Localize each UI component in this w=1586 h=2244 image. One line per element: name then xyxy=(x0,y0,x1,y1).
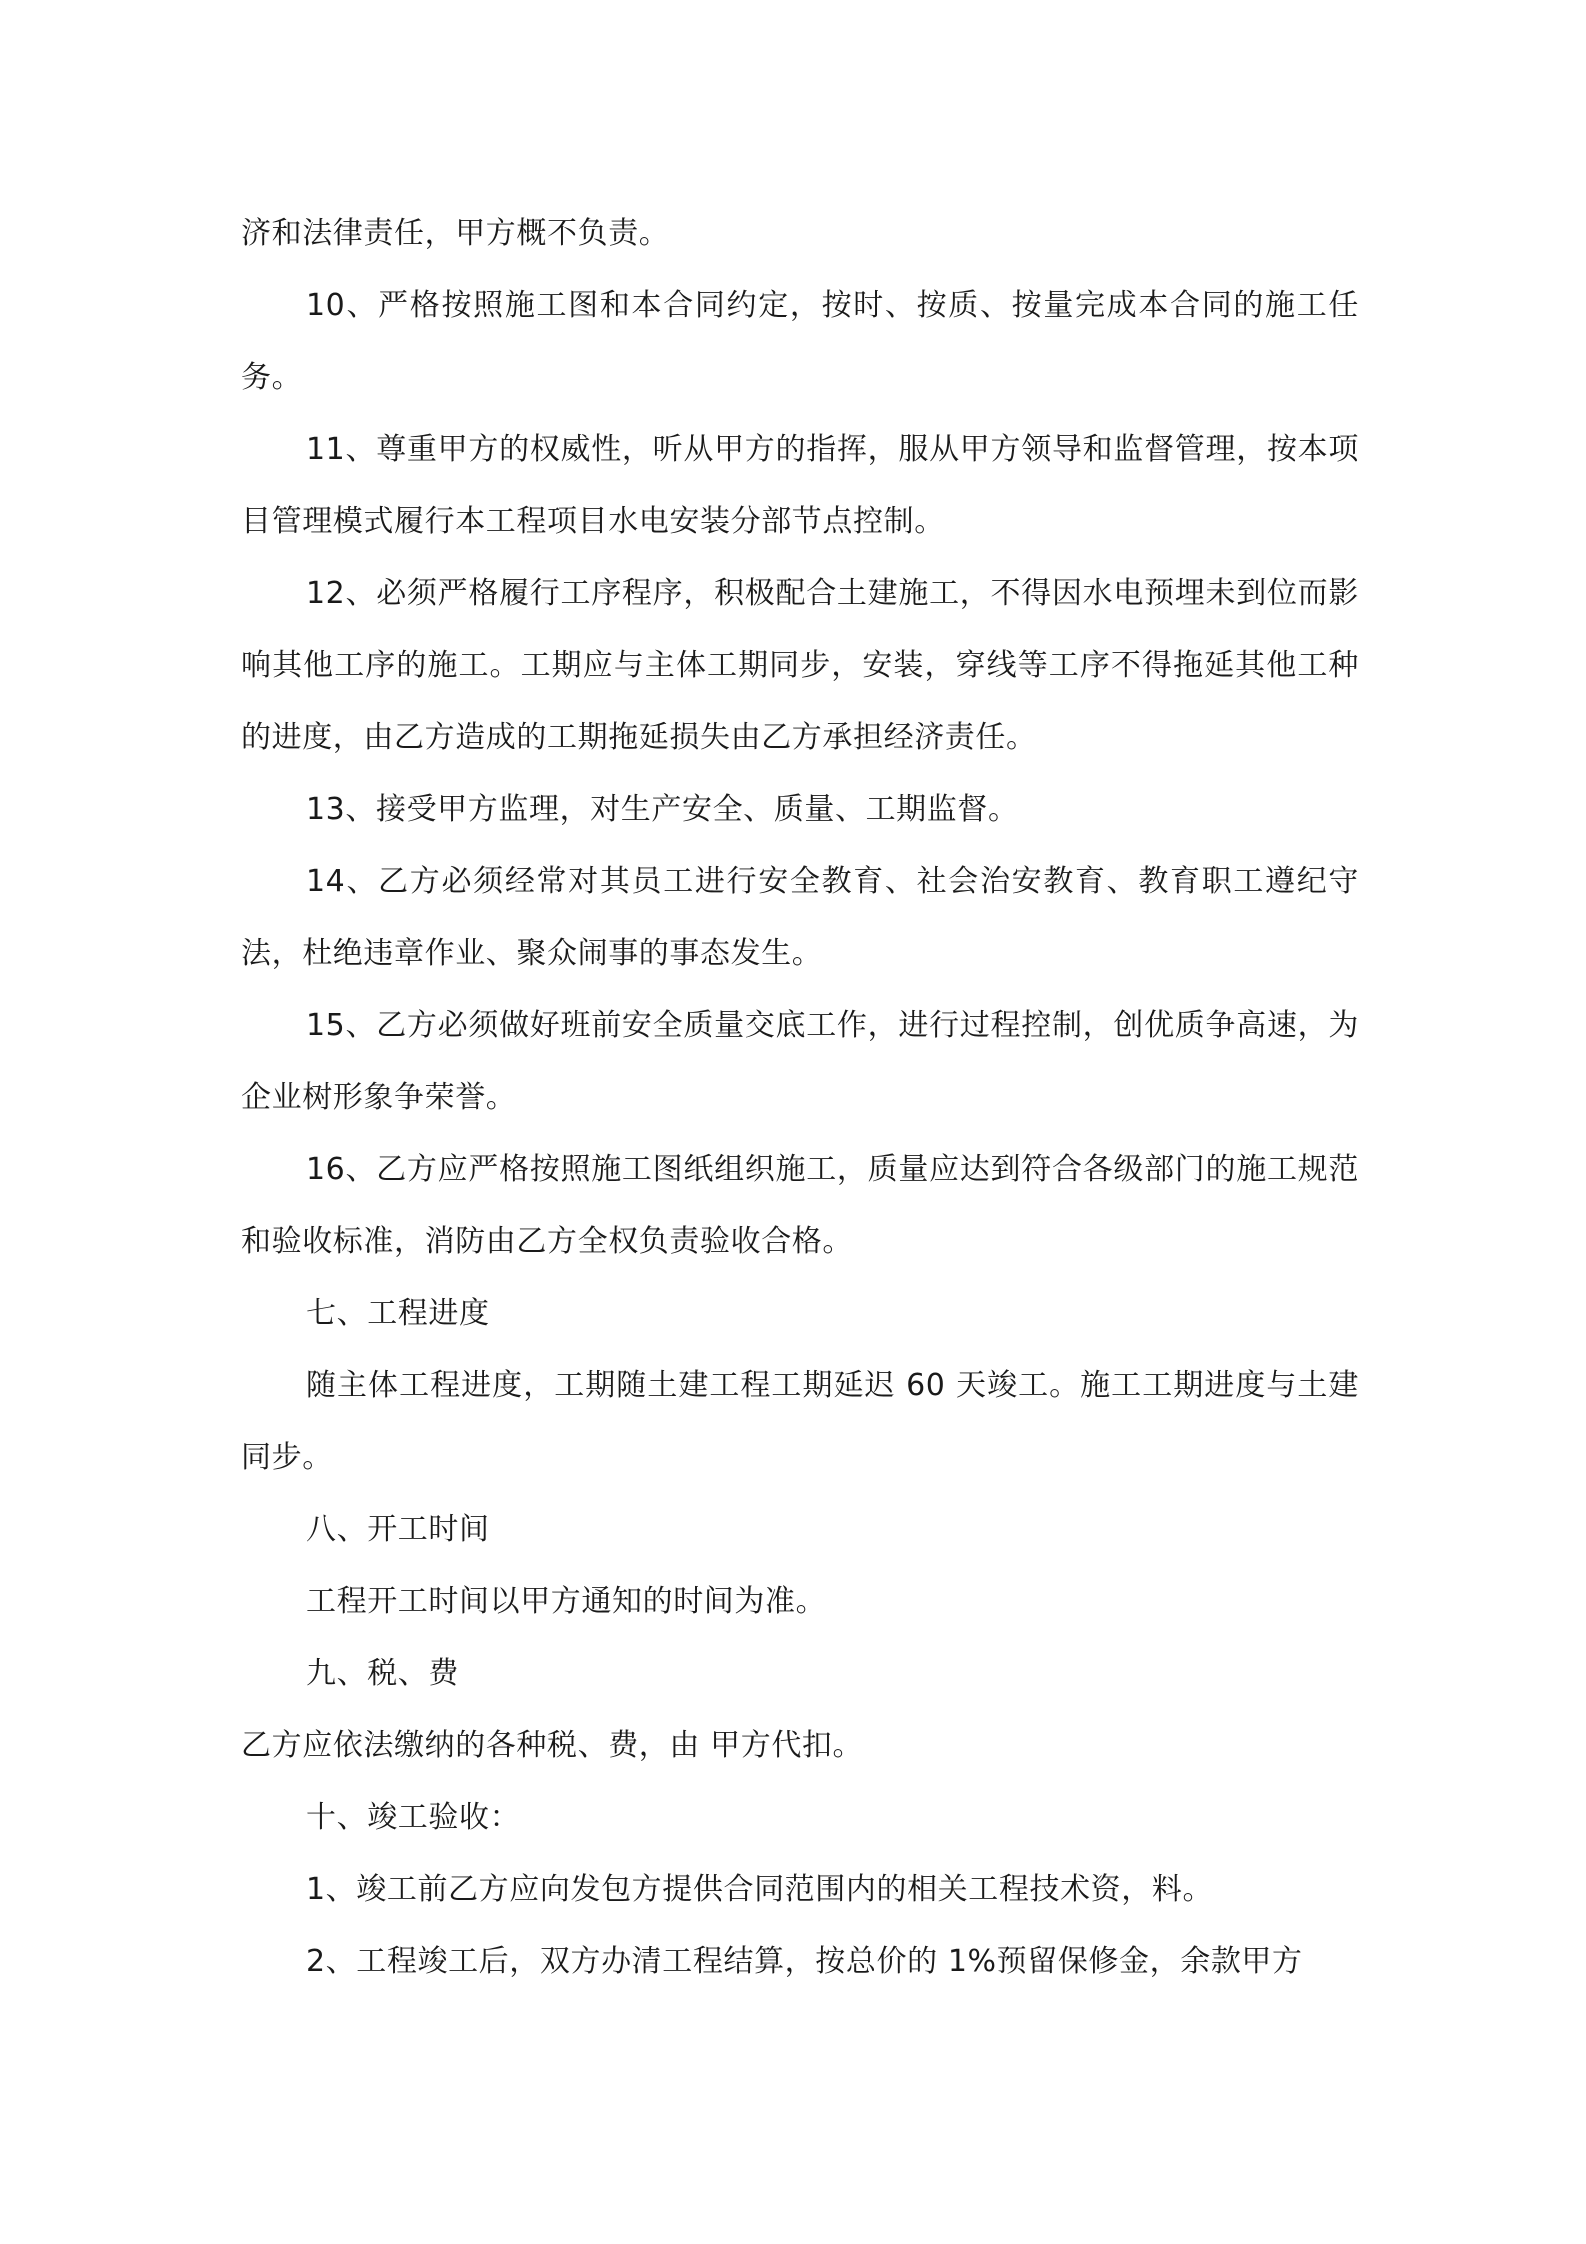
paragraph-start-time: 工程开工时间以甲方通知的时间为准。 xyxy=(306,1584,827,1619)
paragraph-liability-end: 济和法律责任，甲方概不负责。 xyxy=(241,216,670,251)
section-heading-schedule: 七、工程进度 xyxy=(306,1296,490,1331)
document-body xyxy=(241,198,1359,1998)
section-heading-start-time: 八、开工时间 xyxy=(306,1512,490,1547)
paragraph-clause-14: 14、乙方必须经常对其员工进行安全教育、社会治安教育、教育职工遵纪守法，杜绝违章作业、聚众闹事的事态发生。 xyxy=(241,864,1359,971)
paragraph-clause-11: 11、尊重甲方的权威性，听从甲方的指挥，服从甲方领导和监督管理，按本项目管理模式履行本工程项目水电安装分部节点控制。 xyxy=(241,432,1359,539)
section-heading-acceptance: 十、竣工验收： xyxy=(306,1800,521,1835)
paragraph-acceptance-1: 1、竣工前乙方应向发包方提供合同范围内的相关工程技术资，料。 xyxy=(306,1872,1214,1907)
paragraph-clause-10: 10、严格按照施工图和本合同约定，按时、按质、按量完成本合同的施工任务。 xyxy=(241,288,1359,395)
paragraph-schedule: 随主体工程进度，工期随土建工程工期延迟 60 天竣工。施工工期进度与土建同步。 xyxy=(241,1368,1359,1475)
paragraph-clause-15: 15、乙方必须做好班前安全质量交底工作，进行过程控制，创优质争高速，为企业树形象争荣誉。 xyxy=(241,1008,1359,1115)
paragraph-clause-12: 12、必须严格履行工序程序，积极配合土建施工，不得因水电预埋未到位而影响其他工序的施工。工期应与主体工期同步，安装，穿线等工序不得拖延其他工种的进度，由乙方造成的工期拖延损失由乙方承担经济责任。 xyxy=(241,576,1359,755)
section-heading-taxes: 九、税、费 xyxy=(306,1656,459,1691)
paragraph-clause-13: 13、接受甲方监理，对生产安全、质量、工期监督。 xyxy=(306,792,1019,827)
paragraph-taxes: 乙方应依法缴纳的各种税、费，由 甲方代扣。 xyxy=(241,1728,864,1763)
paragraph-clause-16: 16、乙方应严格按照施工图纸组织施工，质量应达到符合各级部门的施工规范和验收标准，消防由乙方全权负责验收合格。 xyxy=(241,1152,1359,1259)
paragraph-acceptance-2: 2、工程竣工后，双方办清工程结算，按总价的 1%预留保修金，余款甲方 xyxy=(306,1944,1303,1979)
